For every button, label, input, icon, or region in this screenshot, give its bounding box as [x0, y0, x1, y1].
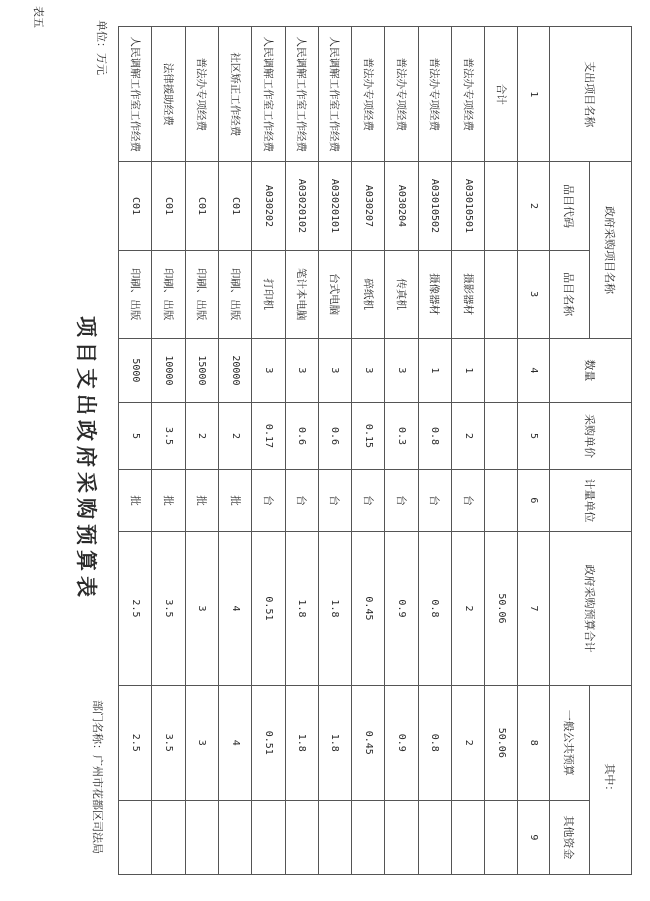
- measure-unit-cell: 台: [318, 469, 351, 531]
- item-name-cell: 摄像器材: [418, 250, 451, 338]
- quantity-cell: 3: [352, 338, 385, 402]
- project-name-cell: 人民调解工作室工作经费: [119, 27, 152, 162]
- column-number: 2: [518, 162, 550, 250]
- unit-price-cell: 0.6: [285, 403, 318, 470]
- item-code-cell: A03010502: [418, 162, 451, 250]
- unit-price-cell: 3.5: [152, 403, 185, 470]
- other-funds-cell: [285, 800, 318, 874]
- project-name-cell: 普法办专项经费: [352, 27, 385, 162]
- column-number: 7: [518, 532, 550, 686]
- quantity-cell: 15000: [185, 338, 218, 402]
- item-code-cell: A03020102: [285, 162, 318, 250]
- measure-unit-cell: 批: [218, 469, 251, 531]
- budget-total-cell: 3.5: [152, 532, 185, 686]
- item-name-cell: 碎纸机: [352, 250, 385, 338]
- table-cell: [485, 162, 518, 250]
- measure-unit-cell: 批: [119, 469, 152, 531]
- column-number: 6: [518, 469, 550, 531]
- unit-label: 单位：万元: [95, 20, 108, 75]
- budget-total-cell: 1.8: [285, 532, 318, 686]
- total-budget: 50.06: [485, 532, 518, 686]
- general-budget-cell: 3: [185, 685, 218, 800]
- table-row: [152, 27, 185, 875]
- quantity-cell: 1: [451, 338, 484, 402]
- item-name-cell: 印刷、出版: [152, 250, 185, 338]
- total-other-funds: [485, 800, 518, 874]
- department-label: 部门名称：广州市花都区司法局: [91, 700, 104, 854]
- project-name-cell: 普法办专项经费: [418, 27, 451, 162]
- other-funds-cell: [352, 800, 385, 874]
- item-name-cell: 印刷、出版: [218, 250, 251, 338]
- table-row: [385, 27, 418, 875]
- header-budget-total: 政府采购预算合计: [550, 532, 632, 686]
- unit-price-cell: 2: [451, 403, 484, 470]
- item-name-cell: 印刷、出版: [185, 250, 218, 338]
- table-row: [218, 27, 251, 875]
- general-budget-cell: 2: [451, 685, 484, 800]
- unit-price-cell: 0.6: [318, 403, 351, 470]
- item-code-cell: A030202: [252, 162, 285, 250]
- item-code-cell: A03020101: [318, 162, 351, 250]
- table-cell: [485, 338, 518, 402]
- general-budget-cell: 1.8: [285, 685, 318, 800]
- page-title: 项目支出政府采购预算表: [74, 316, 99, 602]
- quantity-cell: 1: [418, 338, 451, 402]
- unit-price-cell: 0.8: [418, 403, 451, 470]
- budget-total-cell: 4: [218, 532, 251, 686]
- project-name-cell: 人民调解工作室工作经费: [318, 27, 351, 162]
- table-row: [252, 27, 285, 875]
- project-name-cell: 人民调解工作室工作经费: [285, 27, 318, 162]
- quantity-cell: 3: [385, 338, 418, 402]
- column-number: 5: [518, 403, 550, 470]
- header-unit-price: 采购单价: [550, 403, 632, 470]
- quantity-cell: 3: [285, 338, 318, 402]
- table-row: [352, 27, 385, 875]
- quantity-cell: 3: [318, 338, 351, 402]
- unit-price-cell: 5: [119, 403, 152, 470]
- other-funds-cell: [119, 800, 152, 874]
- quantity-cell: 5000: [119, 338, 152, 402]
- other-funds-cell: [451, 800, 484, 874]
- other-funds-cell: [318, 800, 351, 874]
- unit-price-cell: 0.17: [252, 403, 285, 470]
- measure-unit-cell: 台: [385, 469, 418, 531]
- measure-unit-cell: 台: [252, 469, 285, 531]
- procurement-budget-table: [118, 26, 632, 875]
- budget-total-cell: 0.51: [252, 532, 285, 686]
- header-procurement-name: 政府采购项目名称: [590, 162, 632, 338]
- column-number: 8: [518, 685, 550, 800]
- project-name-cell: 社区矫正工作经费: [218, 27, 251, 162]
- measure-unit-cell: 批: [185, 469, 218, 531]
- table-cell: [485, 403, 518, 470]
- column-number: 3: [518, 250, 550, 338]
- table-row: [318, 27, 351, 875]
- item-code-cell: C01: [152, 162, 185, 250]
- unit-price-cell: 2: [185, 403, 218, 470]
- table-row: [185, 27, 218, 875]
- measure-unit-cell: 台: [418, 469, 451, 531]
- quantity-cell: 10000: [152, 338, 185, 402]
- project-name-cell: 普法办专项经费: [185, 27, 218, 162]
- table-row: [451, 27, 484, 875]
- measure-unit-cell: 批: [152, 469, 185, 531]
- general-budget-cell: 1.8: [318, 685, 351, 800]
- header-item-name: 品目名称: [550, 250, 590, 338]
- general-budget-cell: 0.9: [385, 685, 418, 800]
- other-funds-cell: [252, 800, 285, 874]
- general-budget-cell: 0.8: [418, 685, 451, 800]
- total-general-budget: 50.06: [485, 685, 518, 800]
- budget-total-cell: 0.9: [385, 532, 418, 686]
- measure-unit-cell: 台: [285, 469, 318, 531]
- column-number: 1: [518, 27, 550, 162]
- project-name-cell: 普法办专项经费: [385, 27, 418, 162]
- general-budget-cell: 0.45: [352, 685, 385, 800]
- item-code-cell: A030207: [352, 162, 385, 250]
- column-number: 9: [518, 800, 550, 874]
- table-row: [285, 27, 318, 875]
- table-row: [119, 27, 152, 875]
- project-name-cell: 普法办专项经费: [451, 27, 484, 162]
- budget-total-cell: 0.45: [352, 532, 385, 686]
- item-name-cell: 笔计本电脑: [285, 250, 318, 338]
- budget-total-cell: 1.8: [318, 532, 351, 686]
- sheet-number: 表五: [32, 6, 45, 28]
- quantity-cell: 3: [252, 338, 285, 402]
- unit-price-cell: 2: [218, 403, 251, 470]
- total-row: [485, 27, 518, 875]
- header-of-which: 其中：: [590, 685, 632, 874]
- header-quantity: 数量: [550, 338, 632, 402]
- column-number: 4: [518, 338, 550, 402]
- other-funds-cell: [152, 800, 185, 874]
- other-funds-cell: [218, 800, 251, 874]
- header-measure-unit: 计量单位: [550, 469, 632, 531]
- item-name-cell: 台式电脑: [318, 250, 351, 338]
- general-budget-cell: 4: [218, 685, 251, 800]
- budget-total-cell: 2.5: [119, 532, 152, 686]
- header-general-budget: 一般公共预算: [550, 685, 590, 800]
- general-budget-cell: 0.51: [252, 685, 285, 800]
- quantity-cell: 20000: [218, 338, 251, 402]
- table-cell: [485, 250, 518, 338]
- header-other-funds: 其他资金: [550, 800, 590, 874]
- project-name-cell: 法律援助经费: [152, 27, 185, 162]
- item-name-cell: 印刷、出版: [119, 250, 152, 338]
- other-funds-cell: [418, 800, 451, 874]
- general-budget-cell: 3.5: [152, 685, 185, 800]
- general-budget-cell: 2.5: [119, 685, 152, 800]
- header-item-code: 品目代码: [550, 162, 590, 250]
- item-code-cell: A03010501: [451, 162, 484, 250]
- budget-total-cell: 3: [185, 532, 218, 686]
- unit-price-cell: 0.3: [385, 403, 418, 470]
- item-code-cell: C01: [218, 162, 251, 250]
- item-name-cell: 传真机: [385, 250, 418, 338]
- unit-price-cell: 0.15: [352, 403, 385, 470]
- header-project-name: 支出项目名称: [550, 27, 632, 162]
- item-code-cell: C01: [185, 162, 218, 250]
- table-row: [418, 27, 451, 875]
- item-code-cell: A030204: [385, 162, 418, 250]
- measure-unit-cell: 台: [451, 469, 484, 531]
- project-name-cell: 人民调解工作室工作经费: [252, 27, 285, 162]
- table-cell: [485, 469, 518, 531]
- budget-total-cell: 2: [451, 532, 484, 686]
- budget-total-cell: 0.8: [418, 532, 451, 686]
- item-name-cell: 打印机: [252, 250, 285, 338]
- budget-table-container: [118, 26, 632, 875]
- total-label: 合计: [485, 27, 518, 162]
- other-funds-cell: [385, 800, 418, 874]
- item-name-cell: 摄影器材: [451, 250, 484, 338]
- item-code-cell: C01: [119, 162, 152, 250]
- measure-unit-cell: 台: [352, 469, 385, 531]
- other-funds-cell: [185, 800, 218, 874]
